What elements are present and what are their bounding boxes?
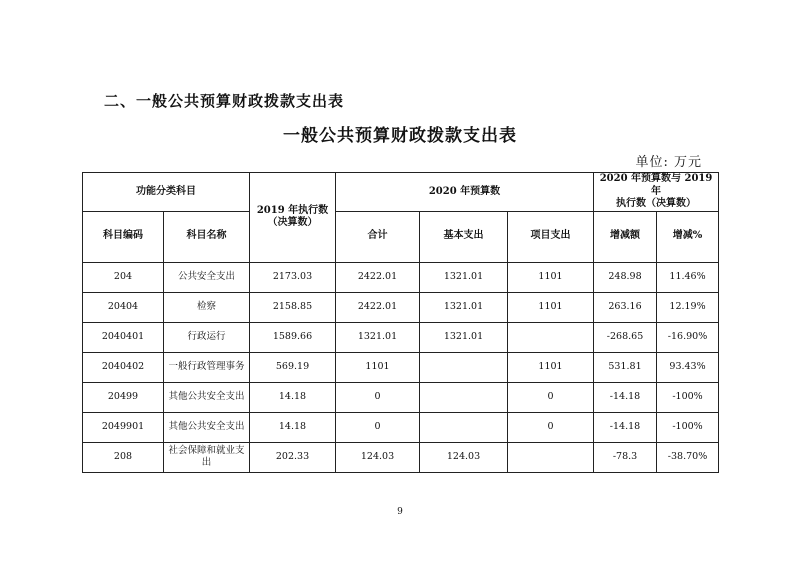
header-budget-2020: 2020 年预算数 xyxy=(336,173,594,212)
header-change-pct: 增减% xyxy=(657,211,719,262)
cell-project: 1101 xyxy=(508,292,594,322)
table-row xyxy=(83,322,719,352)
cell-change-amount: -268.65 xyxy=(594,322,657,352)
cell-project: 1101 xyxy=(508,352,594,382)
cell-change-pct: -100% xyxy=(657,382,719,412)
cell-project xyxy=(508,442,594,472)
cell-exec-2019: 202.33 xyxy=(250,442,336,472)
cell-name: 一般行政管理事务 xyxy=(164,352,250,382)
cell-code: 2040402 xyxy=(83,352,164,382)
header-name: 科目名称 xyxy=(164,211,250,262)
unit-label: 单位: 万元 xyxy=(635,155,702,170)
header-project: 项目支出 xyxy=(508,211,594,262)
cell-basic xyxy=(420,412,508,442)
cell-code: 2040401 xyxy=(83,322,164,352)
header-code: 科目编码 xyxy=(83,211,164,262)
cell-code: 20404 xyxy=(83,292,164,322)
cell-exec-2019: 1589.66 xyxy=(250,322,336,352)
cell-change-pct: -16.90% xyxy=(657,322,719,352)
cell-code: 204 xyxy=(83,262,164,292)
cell-exec-2019: 569.19 xyxy=(250,352,336,382)
cell-code: 2049901 xyxy=(83,412,164,442)
cell-code: 20499 xyxy=(83,382,164,412)
cell-change-amount: 531.81 xyxy=(594,352,657,382)
cell-change-amount: 263.16 xyxy=(594,292,657,322)
cell-total: 1101 xyxy=(336,352,420,382)
cell-basic: 1321.01 xyxy=(420,262,508,292)
cell-change-pct: -100% xyxy=(657,412,719,442)
header-exec-2019: 2019 年执行数 （决算数） xyxy=(250,173,336,263)
cell-exec-2019: 14.18 xyxy=(250,382,336,412)
cell-change-pct: -38.70% xyxy=(657,442,719,472)
cell-name: 社会保障和就业支出 xyxy=(164,442,250,472)
header-total: 合计 xyxy=(336,211,420,262)
cell-total: 2422.01 xyxy=(336,292,420,322)
cell-basic: 124.03 xyxy=(420,442,508,472)
cell-change-amount: 248.98 xyxy=(594,262,657,292)
cell-name: 检察 xyxy=(164,292,250,322)
cell-name: 其他公共安全支出 xyxy=(164,382,250,412)
cell-total: 0 xyxy=(336,382,420,412)
cell-project xyxy=(508,322,594,352)
cell-name: 公共安全支出 xyxy=(164,262,250,292)
cell-change-pct: 11.46% xyxy=(657,262,719,292)
cell-project: 0 xyxy=(508,382,594,412)
section-heading: 二、一般公共预算财政拨款支出表 xyxy=(104,92,345,110)
table-row xyxy=(83,412,719,442)
cell-exec-2019: 2158.85 xyxy=(250,292,336,322)
expenditure-table xyxy=(82,172,719,473)
cell-basic: 1321.01 xyxy=(420,322,508,352)
cell-total: 124.03 xyxy=(336,442,420,472)
table-row xyxy=(83,442,719,472)
table-title: 一般公共预算财政拨款支出表 xyxy=(283,126,517,146)
cell-name: 行政运行 xyxy=(164,322,250,352)
cell-total: 1321.01 xyxy=(336,322,420,352)
cell-change-pct: 93.43% xyxy=(657,352,719,382)
table-row xyxy=(83,352,719,382)
cell-exec-2019: 2173.03 xyxy=(250,262,336,292)
cell-name: 其他公共安全支出 xyxy=(164,412,250,442)
cell-change-amount: -14.18 xyxy=(594,382,657,412)
table-row xyxy=(83,382,719,412)
table-row xyxy=(83,262,719,292)
cell-change-amount: -78.3 xyxy=(594,442,657,472)
cell-project: 0 xyxy=(508,412,594,442)
header-func-category: 功能分类科目 xyxy=(83,173,250,212)
cell-total: 2422.01 xyxy=(336,262,420,292)
cell-basic xyxy=(420,352,508,382)
page-number: 9 xyxy=(397,507,403,517)
cell-exec-2019: 14.18 xyxy=(250,412,336,442)
cell-basic: 1321.01 xyxy=(420,292,508,322)
cell-basic xyxy=(420,382,508,412)
cell-change-amount: -14.18 xyxy=(594,412,657,442)
header-change-amount: 增减额 xyxy=(594,211,657,262)
cell-code: 208 xyxy=(83,442,164,472)
cell-change-pct: 12.19% xyxy=(657,292,719,322)
table-row xyxy=(83,292,719,322)
header-compare: 2020 年预算数与 2019 年 执行数（决算数） xyxy=(594,173,719,212)
header-basic: 基本支出 xyxy=(420,211,508,262)
cell-total: 0 xyxy=(336,412,420,442)
cell-project: 1101 xyxy=(508,262,594,292)
